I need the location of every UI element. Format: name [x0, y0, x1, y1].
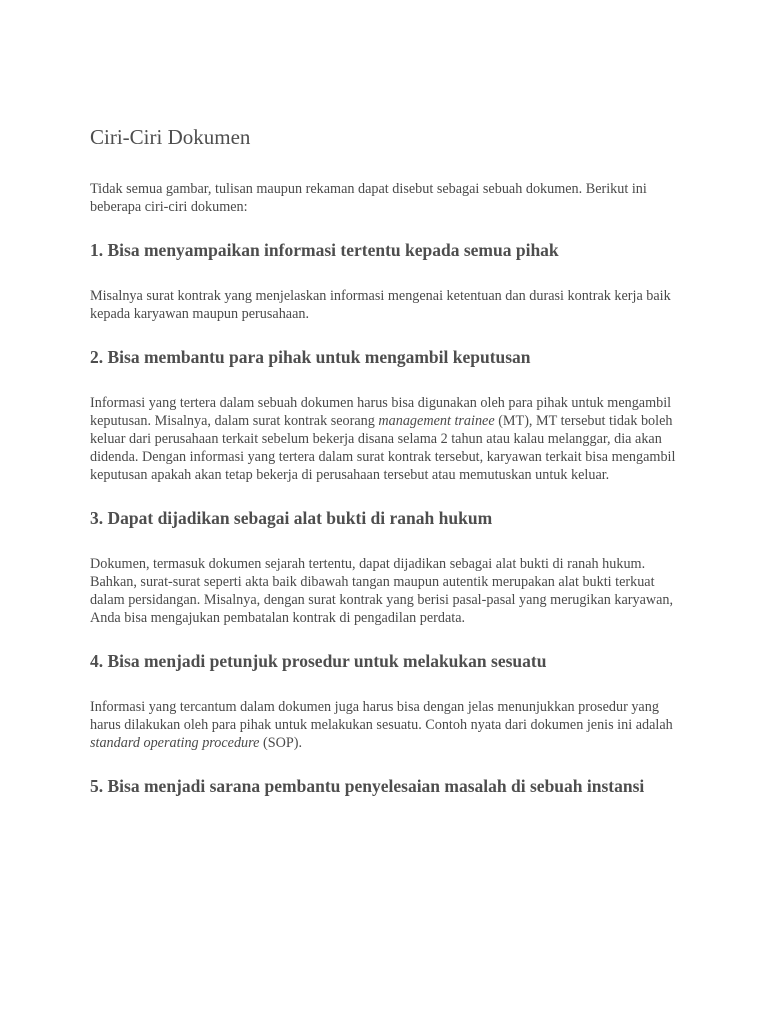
section-body-2 — [90, 394, 690, 484]
section-body-2-italic: management trainee — [378, 413, 495, 429]
section-heading-1: 1. Bisa menyampaikan informasi tertentu kepada semua pihak — [90, 240, 559, 260]
section-heading-5: 5. Bisa menjadi sarana pembantu penyelesaian masalah di sebuah instansi — [90, 776, 645, 796]
section-body-2-text-a: Informasi yang tertera dalam sebuah dokumen harus bisa digunakan oleh para pihak untuk mengambil keputusan. Misalnya, dalam surat kontrak seorang — [90, 395, 672, 429]
section-body-4 — [90, 698, 690, 752]
intro-paragraph: Tidak semua gambar, tulisan maupun rekaman dapat disebut sebagai sebuah dokumen. Berikut ini beberapa ciri-ciri dokumen: — [90, 181, 647, 215]
section-body-3: Dokumen, termasuk dokumen sejarah tertentu, dapat dijadikan sebagai alat bukti di ranah hukum. Bahkan, surat-surat seperti akta baik dibawah tangan maupun autentik merupakan alat bukti terkuat dalam persidangan. Misalnya, dengan surat kontrak yang berisi pasal-pasal yang merugikan karyawan, Anda bisa mengajukan pembatalan kontrak di pengadilan perdata. — [90, 556, 674, 626]
section-heading-3: 3. Dapat dijadikan sebagai alat bukti di ranah hukum — [90, 508, 493, 528]
section-body-4-text-b: (SOP). — [259, 735, 303, 751]
section-body-2-text-b: (MT), MT tersebut tidak boleh keluar dari perusahaan terkait sebelum bekerja disana selama 2 tahun atau kalau melanggar, dia akan didenda. Dengan informasi yang tertera dalam surat kontrak tersebut, karyawan terkait bisa mengambil keputusan apakah akan tetap bekerja di perusahaan tersebut atau memutuskan untuk keluar. — [90, 413, 676, 483]
section-body-1: Misalnya surat kontrak yang menjelaskan informasi mengenai ketentuan dan durasi kontrak kerja baik kepada karyawan maupun perusahaan. — [90, 288, 671, 322]
section-heading-2: 2. Bisa membantu para pihak untuk mengambil keputusan — [90, 347, 531, 367]
section-body-4-italic: standard operating procedure — [90, 735, 260, 751]
page-title: Ciri-Ciri Dokumen — [90, 125, 251, 149]
document-page — [90, 124, 690, 823]
section-body-4-text-a: Informasi yang tercantum dalam dokumen juga harus bisa dengan jelas menunjukkan prosedur yang harus dilakukan oleh para pihak untuk melakukan sesuatu. Contoh nyata dari dokumen jenis ini adalah — [90, 699, 673, 733]
section-heading-4: 4. Bisa menjadi petunjuk prosedur untuk melakukan sesuatu — [90, 651, 547, 671]
